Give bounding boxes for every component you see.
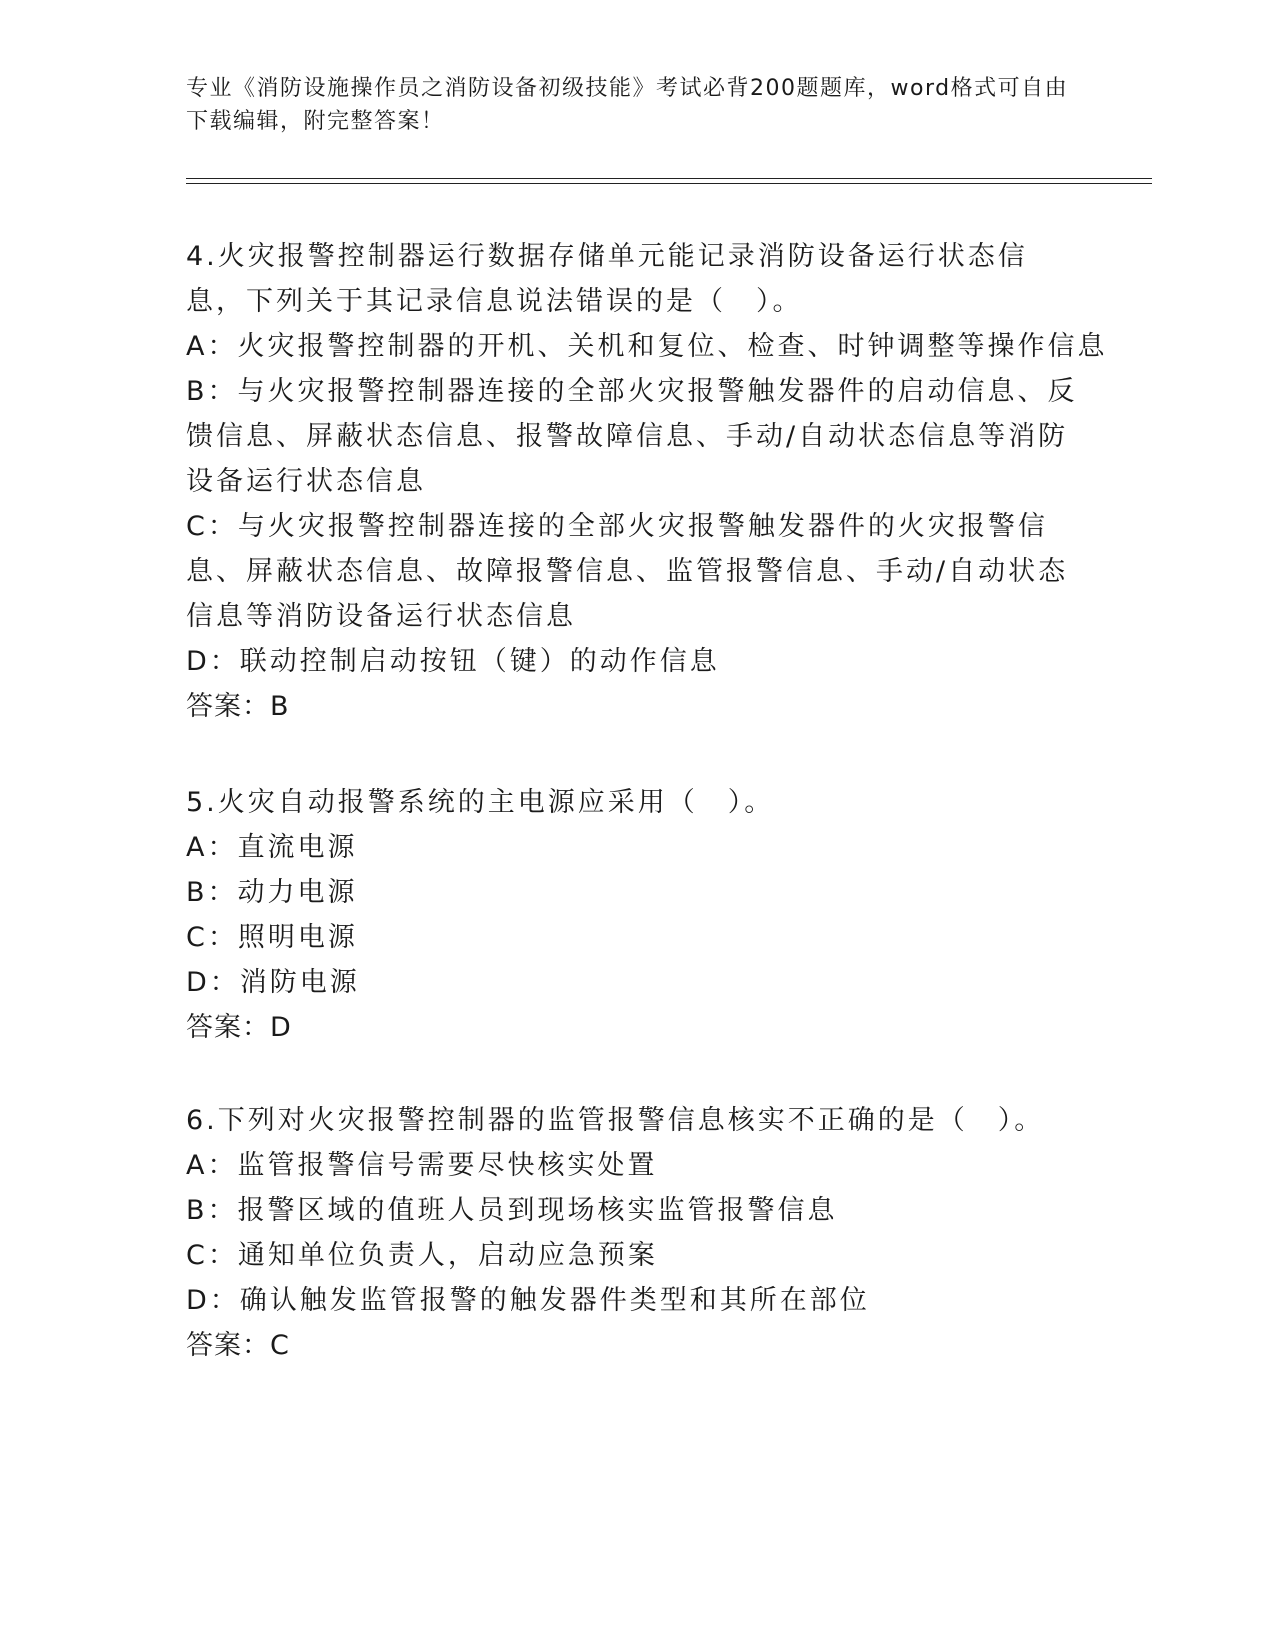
option-c: C：照明电源 (186, 922, 358, 953)
question-6 (186, 1098, 1086, 1368)
question-stem: 4.火灾报警控制器运行数据存储单元能记录消防设备运行状态信息，下列关于其记录信息说法错误的是（ ）。 (186, 241, 1028, 317)
question-stem: 6.下列对火灾报警控制器的监管报警信息核实不正确的是（ ）。 (186, 1105, 1045, 1136)
header-divider-bottom (186, 183, 1152, 184)
option-c: C：通知单位负责人，启动应急预案 (186, 1240, 658, 1271)
question-4 (186, 234, 1108, 729)
option-d: D：确认触发监管报警的触发器件类型和其所在部位 (186, 1285, 870, 1316)
answer: 答案：C (186, 1330, 290, 1361)
option-b: B：报警区域的值班人员到现场核实监管报警信息 (186, 1195, 838, 1226)
option-a: A：火灾报警控制器的开机、关机和复位、检查、时钟调整等操作信息 (186, 331, 1108, 362)
answer: 答案：B (186, 691, 290, 722)
option-d: D：联动控制启动按钮（键）的动作信息 (186, 646, 720, 677)
option-d: D：消防电源 (186, 967, 360, 998)
option-b: B：动力电源 (186, 877, 358, 908)
option-a: A：监管报警信号需要尽快核实处置 (186, 1150, 658, 1181)
option-c: C：与火灾报警控制器连接的全部火灾报警触发器件的火灾报警信息、屏蔽状态信息、故障报警信息、监管报警信息、手动/自动状态信息等消防设备运行状态信息 (186, 511, 1069, 632)
question-5 (186, 780, 1086, 1050)
option-b: B：与火灾报警控制器连接的全部火灾报警触发器件的启动信息、反馈信息、屏蔽状态信息、报警故障信息、手动/自动状态信息等消防设备运行状态信息 (186, 376, 1078, 497)
header-divider-top (186, 178, 1152, 179)
option-a: A：直流电源 (186, 832, 358, 863)
answer: 答案：D (186, 1012, 292, 1043)
document-header: 专业《消防设施操作员之消防设备初级技能》考试必背200题题库，word格式可自由下载编辑，附完整答案！ (186, 76, 1069, 134)
question-stem: 5.火灾自动报警系统的主电源应采用（ ）。 (186, 787, 775, 818)
